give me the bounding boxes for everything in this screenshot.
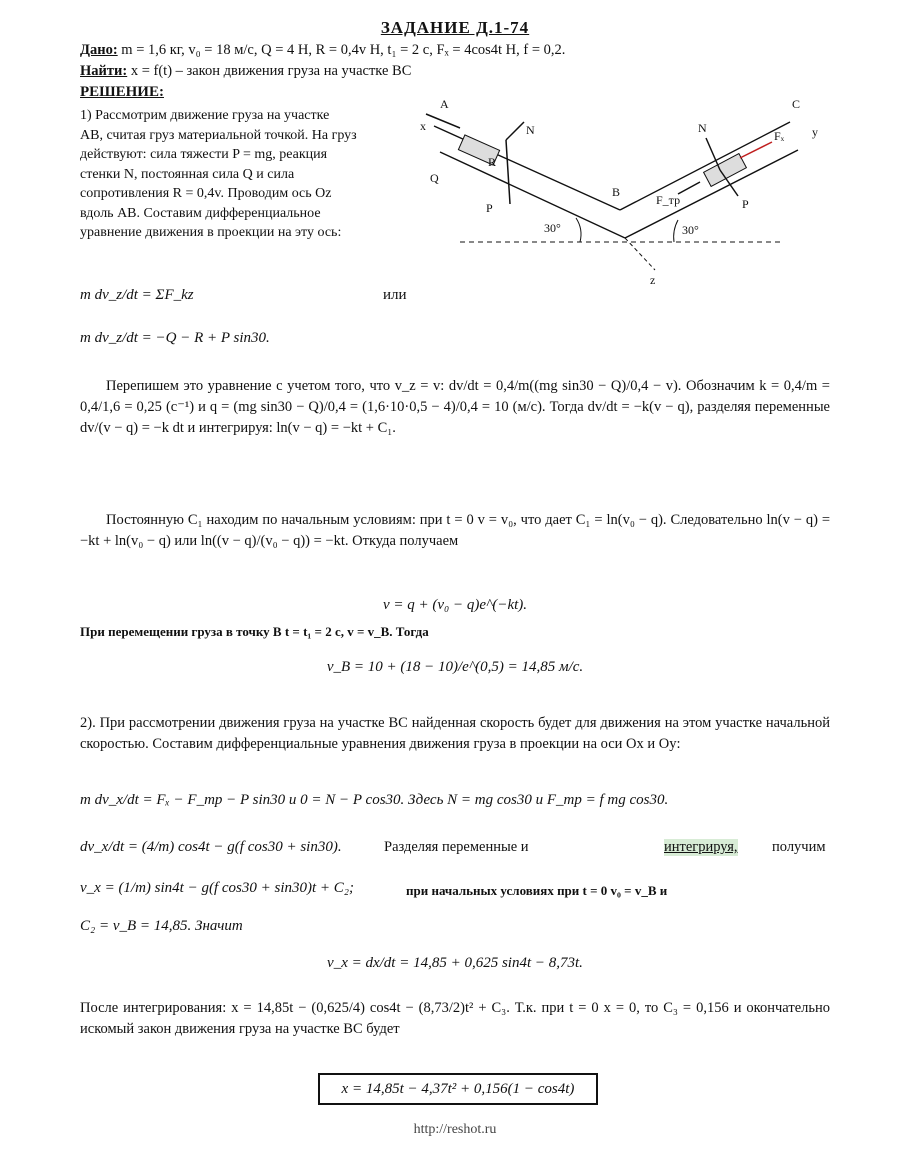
equation-8: C₂ = v_B = 14,85. Значит: [80, 918, 243, 934]
section1-line: вдоль АВ. Составим дифференциальное: [80, 205, 321, 221]
load-bc: [704, 154, 747, 187]
label-n-bc: N: [698, 121, 707, 135]
label-c: C: [792, 97, 801, 111]
find-line: [80, 63, 411, 80]
given-label: Дано:: [80, 42, 118, 58]
label-q: Q: [430, 171, 439, 185]
force-n-bc: [706, 138, 720, 170]
label-p-ab: P: [486, 201, 493, 215]
label-n-ab: N: [526, 123, 535, 137]
section1-line: действуют: сила тяжести P = mg, реакция: [80, 147, 328, 162]
footer-url[interactable]: http://reshot.ru: [413, 1122, 497, 1137]
section1-line: 1) Рассмотрим движение груза на участке: [80, 108, 330, 123]
equation-6a: dv_x/dt = (4/m) cos4t − g(f cos30 + sin30).: [80, 839, 342, 855]
z-axis: [625, 238, 655, 270]
final-result-box: x = 14,85t − 4,37t² + 0,156(1 − cos4t): [318, 1073, 598, 1105]
angle-arc-left: [576, 218, 581, 242]
axis-x-ab: [426, 114, 460, 128]
equation-2: m dv_z/dt = −Q − R + P sin30.: [80, 330, 270, 346]
label-angle-right: 30°: [682, 223, 699, 237]
find-label: Найти:: [80, 63, 128, 79]
section1-text: [80, 106, 415, 243]
section1-line: стенки N, постоянная сила Q и сила: [80, 166, 295, 182]
section1-line: уравнение движения в проекции на эту ось:: [80, 225, 342, 240]
equation-9: v_x = dx/dt = 14,85 + 0,625 sin4t − 8,73t.: [327, 955, 583, 971]
section1-line: АВ, считая груз материальной точкой. На груз: [80, 127, 357, 143]
equation-7b: при начальных условиях при t = 0 v₀ = v_B и: [406, 883, 668, 898]
force-n-ab: [506, 122, 524, 140]
wall-ab-upper: [434, 126, 620, 210]
angle-arc-right: [674, 220, 678, 242]
solution-label: РЕШЕНИЕ:: [80, 84, 164, 100]
equation-6d: получим: [772, 839, 826, 855]
equation-4: v_B = 10 + (18 − 10)/e^(0,5) = 14,85 м/с.: [326, 659, 584, 675]
label-a: A: [440, 97, 449, 111]
label-y: y: [812, 125, 818, 139]
label-ftr: F_тр: [656, 193, 681, 207]
solution-label-line: [80, 84, 164, 101]
label-r: R: [488, 155, 497, 169]
equation-6b: Разделяя переменные и: [384, 839, 529, 855]
label-x-ab: x: [420, 119, 426, 133]
incline-diagram: [420, 92, 840, 292]
label-p-bc: P: [742, 197, 749, 211]
force-fx-bc: [740, 142, 772, 158]
equation-or: или: [383, 287, 407, 303]
label-angle-left: 30°: [544, 221, 561, 235]
equation-1: m dv_z/dt = ΣF_kz: [80, 287, 194, 303]
document-title: ЗАДАНИЕ Д.1-74: [380, 18, 530, 37]
wall-ab-lower: [440, 152, 625, 238]
find-text: x = f(t) – закон движения груза на участке ВС: [130, 63, 412, 79]
force-p-ab: [506, 140, 510, 204]
section1-line: сопротивления R = 0,4v. Проводим ось Оz: [80, 186, 332, 201]
equation-5: m dv_x/dt = Fₓ − F_тр − P sin30 и 0 = N − P cos30. Здесь N = mg cos30 и F_тр = f mg cos30.: [80, 792, 669, 808]
equation-6c: интегрируя,: [664, 839, 738, 855]
paragraph-5: 2). При рассмотрении движения груза на участке ВС найденная скорость будет для движения на этом участке начальной скоростью. Составим дифференциальные уравнения движения груза в проекции на оси Оx и Оy:: [80, 715, 830, 752]
given-line: [80, 42, 565, 59]
equation-3: v = q + (v₀ − q)e^(−kt).: [382, 597, 528, 613]
label-b: B: [612, 185, 621, 199]
force-ftr-bc: [678, 182, 700, 194]
equation-7a: v_x = (1/m) sin4t − g(f cos30 + sin30)t + C₂;: [80, 880, 355, 896]
paragraph-4: При перемещении груза в точку В t = t₁ = 2 с, v = v_B. Тогда: [80, 624, 429, 639]
paragraph-6: После интегрирования: x = 14,85t − (0,625/4) cos4t − (8,73/2)t² + C₃. Т.к. при t = 0 x = 0, то C₃ = 0,156 и окончательно искомый закон движения груза на участке ВС будет: [80, 1000, 830, 1037]
paragraph-2: Перепишем это уравнение с учетом того, что v_z = v: dv/dt = 0,4/m((mg sin30 − Q)/0,4 − v). Обозначим k = 0,4/m = 0,4/1,6 = 0,25 (с⁻¹) и q = (mg sin30 − Q)/0,4 = (1,6·10·0,5 − 4)/0,4 = 10 (м/с). Тогда dv/dt = −k(v − q), разделяя переменные dv/(v − q) = −k dt и интегрируя: ln(v − q) = −kt + C₁.: [80, 378, 830, 436]
label-z: z: [650, 273, 656, 287]
given-values: m = 1,6 кг, v₀ = 18 м/с, Q = 4 Н, R = 0,4v Н, t₁ = 2 с, Fₓ = 4cos4t Н, f = 0,2.: [121, 42, 566, 58]
paragraph-3: Постоянную C₁ находим по начальным условиям: при t = 0 v = v₀, что дает C₁ = ln(v₀ − q). Следовательно ln(v − q) = −kt + ln(v₀ − q) или ln((v − q)/(v₀ − q)) = −kt. Откуда получаем: [80, 512, 830, 549]
label-fx: Fₓ: [774, 129, 785, 143]
